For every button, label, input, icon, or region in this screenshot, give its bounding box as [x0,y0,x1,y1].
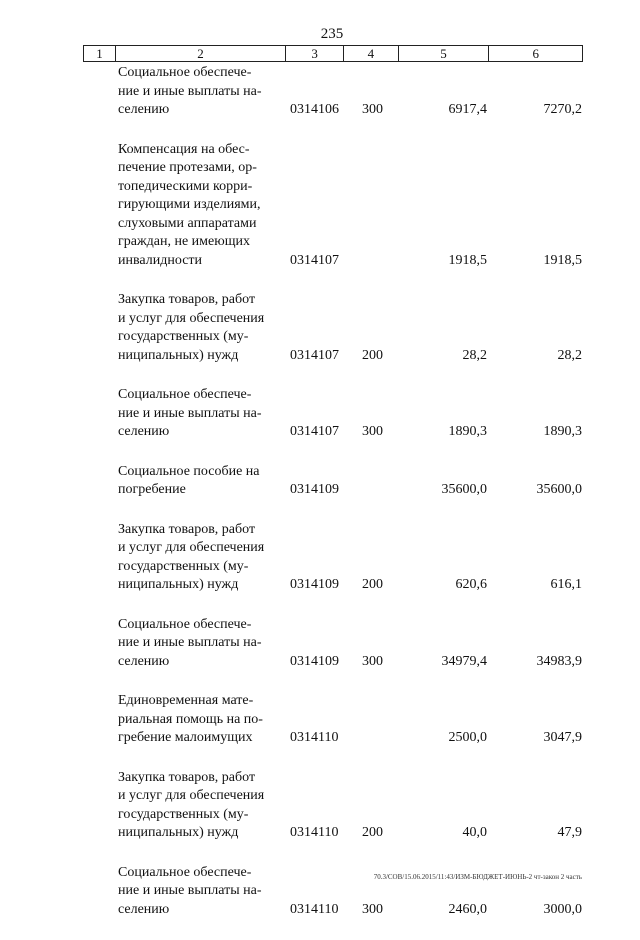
row-description [118,864,274,920]
description-line: Социальное обеспече- [118,387,252,402]
row-value-col5: 35600,0 [441,482,487,497]
row-description [118,616,274,672]
header-col-1: 1 [84,46,116,61]
row-code: 0314107 [290,252,339,268]
row-code: 0314106 [290,102,339,117]
row-value-col6: 7270,2 [543,102,582,117]
description-line: ниципальных) нужд [118,347,239,363]
row-description [118,463,274,500]
description-line: ниципальных) нужд [118,825,239,840]
table-row [0,521,640,595]
row-expense-type: 300 [362,102,383,117]
description-line: Социальное пособие на [118,463,260,479]
description-line: Единовременная мате- [118,693,254,708]
description-line: Закупка товаров, работ [118,521,256,537]
row-value-col5: 1890,3 [448,424,487,439]
description-line: и услуг для обеспечения [118,310,265,326]
description-line: граждан, не имеющих [118,234,250,249]
description-line: ние и иные выплаты на- [118,83,262,99]
description-line: Закупка товаров, работ [118,769,256,785]
description-line: Компенсация на обес- [118,141,250,157]
row-value-col5: 40,0 [462,825,487,840]
table-body [0,64,640,940]
description-line: селению [118,424,170,439]
description-line: селению [118,653,170,669]
row-expense-type: 300 [362,653,383,669]
row-value-col5: 620,6 [455,577,487,592]
table-row [0,616,640,672]
description-line: ние и иные выплаты на- [118,635,262,650]
row-value-col6: 35600,0 [536,482,582,497]
table-row [0,141,640,271]
description-line: государственных (му- [118,558,249,574]
row-description [118,141,274,271]
row-value-col5: 6917,4 [448,102,487,117]
description-line: гребение малоимущих [118,730,253,745]
header-col-2: 2 [116,46,286,61]
description-line: инвалидности [118,252,203,268]
row-code: 0314109 [290,482,339,497]
table-header [83,45,583,62]
row-value-col6: 3000,0 [543,901,582,917]
description-line: Социальное обеспече- [118,616,252,632]
description-line: слуховыми аппаратами [118,215,257,231]
row-description [118,291,274,365]
header-col-5: 5 [399,46,490,61]
row-value-col6: 3047,9 [543,730,582,745]
row-value-col5: 2460,0 [448,901,487,917]
table-row [0,864,640,920]
description-line: ние и иные выплаты на- [118,405,262,421]
description-line: Социальное обеспече- [118,65,252,80]
table-row [0,386,640,442]
description-line: топедическими корри- [118,178,253,194]
description-line: государственных (му- [118,329,249,344]
header-col-6: 6 [532,46,539,61]
row-value-col6: 34983,9 [536,653,582,669]
description-line: Социальное обеспече- [118,864,252,880]
row-description [118,521,274,595]
description-line: гирующими изделиями, [118,197,261,212]
table-row [0,64,640,120]
row-code: 0314109 [290,653,339,669]
header-col-4: 4 [344,46,399,61]
description-line: и услуг для обеспечения [118,540,265,555]
row-code: 0314109 [290,577,339,592]
row-code: 0314107 [290,347,339,363]
row-description [118,692,274,748]
row-expense-type: 200 [362,347,383,363]
row-value-col6: 616,1 [550,577,582,592]
row-value-col6: 1890,3 [543,424,582,439]
description-line: погребение [118,482,186,497]
description-line: селению [118,102,170,117]
row-code: 0314110 [290,730,339,745]
row-description [118,386,274,442]
page-number: 235 [320,26,344,42]
row-code: 0314110 [290,901,339,917]
description-line: Закупка товаров, работ [118,292,256,307]
table-row [0,769,640,843]
row-expense-type: 300 [362,901,383,917]
row-expense-type: 200 [362,577,383,592]
description-line: ние и иные выплаты на- [118,883,262,898]
header-col-3: 3 [286,46,344,61]
row-value-col6: 47,9 [557,825,582,840]
row-value-col6: 1918,5 [543,252,582,268]
row-value-col6: 28,2 [557,347,582,363]
row-code: 0314110 [290,825,339,840]
row-description [118,769,274,843]
description-line: печение протезами, ор- [118,160,257,175]
row-value-col5: 2500,0 [448,730,487,745]
row-value-col5: 1918,5 [448,252,487,268]
description-line: ниципальных) нужд [118,577,239,592]
row-description [118,64,274,120]
row-expense-type: 200 [362,825,383,840]
description-line: государственных (му- [118,806,249,822]
row-value-col5: 34979,4 [441,653,487,669]
description-line: риальная помощь на по- [118,711,263,727]
table-row [0,692,640,748]
description-line: селению [118,901,170,917]
table-row [0,291,640,365]
row-code: 0314107 [290,424,339,439]
row-expense-type: 300 [362,424,383,439]
description-line: и услуг для обеспечения [118,788,265,803]
footer-stamp: 70.3/СОВ/15.06.2015/11:43/ИЗМ-БЮДЖЕТ-ИЮНЬ-2 чт-закон 2 часть [373,873,582,881]
table-row [0,463,640,500]
row-value-col5: 28,2 [462,347,487,363]
